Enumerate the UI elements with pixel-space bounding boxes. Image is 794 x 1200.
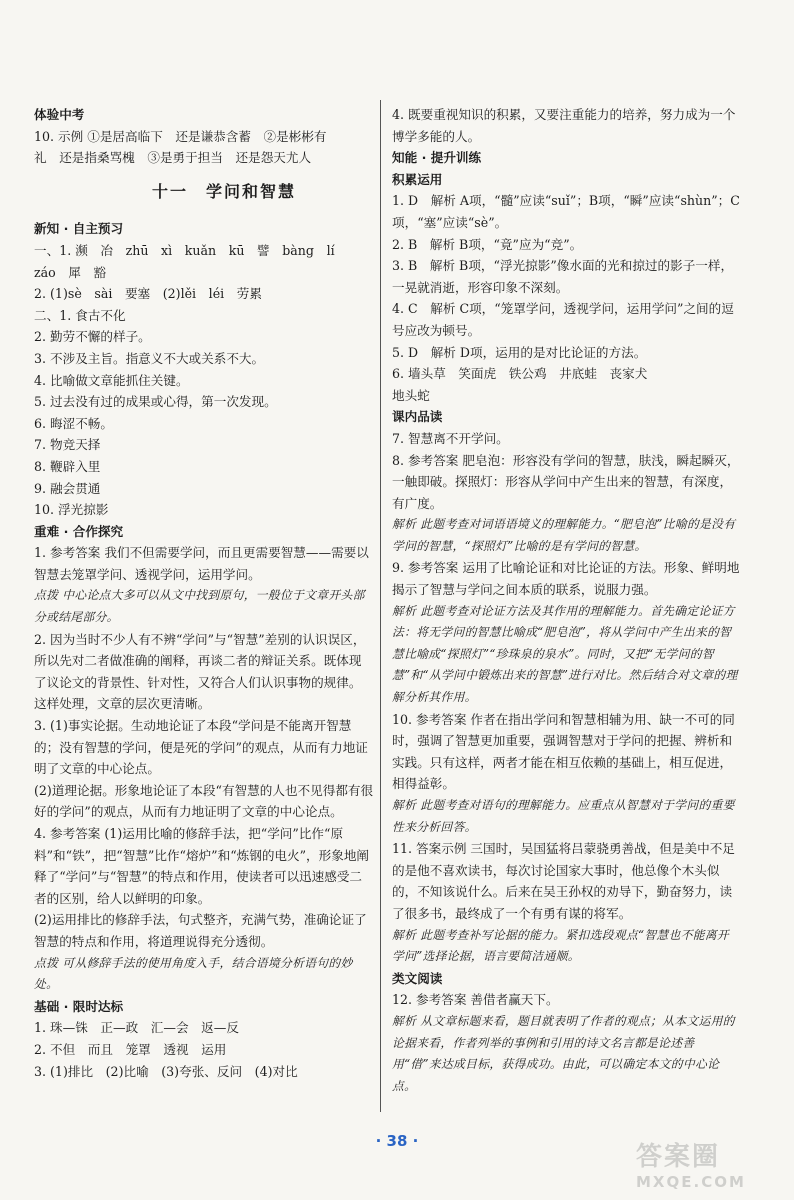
answer-line: 5. 过去没有过的成果或心得，第一次发现。	[34, 394, 277, 410]
answer-line: 地头蛇	[392, 387, 430, 403]
analysis-note: 解析 此题考查对语句的理解能力。应重点从智慧对于学问的重要性来分析回答。	[392, 798, 735, 834]
answer-line: 2. (1)sè sài 要塞 (2)lěi léi 劳累	[34, 286, 262, 302]
section-heading-tiyan: 体验中考	[34, 107, 85, 122]
answer-paragraph: 5. D 解析 D项，运用的是对比论证的方法。	[392, 344, 647, 360]
analysis-note: 解析 从文章标题来看，题目就表明了作者的观点；从本文运用的论据来看，作者列举的事例和引用的诗文名言都是论述善用“借”来达成目标，获得成功。由此，可以确定本文的中心论点。	[392, 1013, 735, 1093]
answer-line: 7. 智慧离不开学问。	[392, 430, 509, 446]
answer-paragraph: 8. 参考答案 肥皂泡：形容没有学问的智慧，肤浅，瞬起瞬灭，一触即破。探照灯：形容从学问中产生出来的智慧，有深度，有广度。	[392, 452, 740, 511]
right-column	[392, 104, 740, 1097]
answer-paragraph: (2)运用排比的修辞手法，句式整齐，充满气势，准确论证了智慧的特点和作用，将道理说得充分透彻。	[34, 912, 367, 949]
answer-paragraph: 3. B 解析 B项，“浮光掠影”像水面的光和掠过的影子一样，一晃就消逝，形容印象不深刻。	[392, 258, 734, 295]
left-column	[34, 104, 374, 1082]
answer-line: 2. 勤劳不懈的样子。	[34, 329, 151, 345]
answer-line: 3. 不涉及主旨。指意义不大或关系不大。	[34, 350, 265, 366]
answer-line: 一、1. 濒 冶 zhū xì kuǎn kū 譬 bàng lí	[34, 242, 335, 258]
section-heading-zhineng: 知能 · 提升训练	[392, 150, 482, 166]
answer-paragraph: 9. 参考答案 运用了比喻论证和对比论证的方法。形象、鲜明地揭示了智慧与学问之间本质的联系，说服力强。	[392, 560, 740, 598]
section-heading-xinzhi: 新知 · 自主预习	[34, 221, 124, 237]
answer-line: 8. 鞭辟入里	[34, 458, 101, 474]
hint-note: 点拨 中心论点大多可以从文中找到原句，一般位于文章开头部分或结尾部分。	[34, 588, 365, 625]
page-number: · 38 ·	[375, 1132, 419, 1150]
answer-paragraph: 2. 因为当时不少人有不辨“学问”与“智慧”差别的认识误区，所以先对二者做准确的阐释，再谈二者的辩证关系。既体现了议论文的背景性、针对性，又符合人们认识事物的规律。这样处理，文章的层次更清晰。	[34, 631, 366, 712]
answer-paragraph: 2. B 解析 B项，“竟”应为“竞”。	[392, 236, 583, 252]
answer-paragraph: (2)道理论据。形象地论证了本段“有智慧的人也不见得都有很好的学问”的观点，从而有力地证明了文章的中心论点。	[34, 782, 374, 820]
subsection-heading-leiwen: 类文阅读	[392, 970, 443, 986]
subsection-heading-jilei: 积累运用	[392, 171, 443, 187]
answer-line: 12. 参考答案 善借者赢天下。	[392, 992, 559, 1008]
watermark-text: 答案圈	[636, 1142, 721, 1172]
answer-paragraph: 4. 参考答案 (1)运用比喻的修辞手法，把“学问”比作“原料”和“铁”，把“智慧”比作“熔炉”和“炼钢的电火”，形象地阐释了“学问”与“智慧”的特点和作用，使读者可以迅速感受二者的区别，给人以鲜明的印象。	[34, 826, 370, 906]
answer-line: 7. 物竞天择	[34, 437, 101, 453]
watermark-logo	[636, 1136, 786, 1198]
answer-line: 礼 还是指桑骂槐 ③是勇于担当 还是怨天尤人	[34, 150, 312, 166]
answer-line: 9. 融会贯通	[34, 480, 101, 496]
answer-paragraph: 4. C 解析 C项，“笼罩学问，透视学问，运用学问”之间的逗号应改为顿号。	[392, 301, 734, 338]
lesson-title: 十一 学问和智慧	[151, 181, 296, 201]
answer-line: 4. 比喻做文章能抓住关键。	[34, 372, 189, 388]
answer-paragraph: 3. (1)事实论据。生动地论证了本段“学问是不能离开智慧的；没有智慧的学问，便是死的学问”的观点，从而有力地证明了文章的中心论点。	[34, 718, 368, 777]
answer-line: záo 犀 豁	[34, 264, 107, 280]
answer-line: 6. 晦涩不畅。	[34, 415, 113, 431]
answer-line: 10. 示例 ①是居高临下 还是谦恭含蓄 ②是彬彬有	[34, 128, 327, 144]
answer-line: 1. 珠—铢 正—政 汇—会 返—反	[34, 1020, 239, 1036]
subsection-heading-kenei: 课内品读	[392, 409, 443, 425]
watermark-url: MXQE.COM	[636, 1173, 746, 1191]
answer-paragraph: 11. 答案示例 三国时，吴国猛将吕蒙骁勇善战，但是美中不足的是他不喜欢读书，每次讨论国家大事时，他总像个木头似的，不知该说什么。后来在吴王孙权的劝导下，勤奋努力，读了很多书，最终成了一个有勇有谋的将军。	[392, 841, 735, 921]
analysis-note: 解析 此题考查对论证方法及其作用的理解能力。首先确定论证方法：将无学问的智慧比喻成“肥皂泡”，将从学问中产生出来的智慧比喻成“探照灯”“珍珠泉的泉水”。同时，又把“无学问的智慧”和“从学问中锻炼出来的智慧”进行对比。然后结合对文章的理解分析其作用。	[392, 603, 738, 705]
section-heading-jichu: 基础 · 限时达标	[34, 998, 124, 1014]
answer-paragraph: 1. D 解析 A项，“髓”应读“suǐ”；B项，“瞬”应读“shùn”；C项，“塞”应读“sè”。	[392, 193, 740, 230]
answer-paragraph: 4. 既要重视知识的积累，又要注重能力的培养，努力成为一个博学多能的人。	[392, 107, 736, 144]
analysis-note: 解析 此题考查补写论据的能力。紧扣选段观点“智慧也不能离开学问”选择论据，语言要简洁通顺。	[392, 927, 729, 964]
answer-line: 3. (1)排比 (2)比喻 (3)夸张、反问 (4)对比	[34, 1063, 298, 1079]
section-heading-zhongnan: 重难 · 合作探究	[34, 523, 124, 539]
answer-paragraph: 10. 参考答案 作者在指出学问和智慧相辅为用、缺一不可的同时，强调了智慧更加重要，强调智慧对于学问的把握、辨析和实践。只有这样，两者才能在相互依赖的基础上，相互促进，相得益彰。	[392, 711, 735, 792]
analysis-note: 解析 此题考查对词语语境义的理解能力。“肥皂泡”比喻的是没有学问的智慧，“探照灯”比喻的是有学问的智慧。	[392, 517, 736, 553]
answer-line: 10. 浮光掠影	[34, 502, 109, 518]
column-divider	[380, 100, 381, 1112]
answer-line: 6. 墙头草 笑面虎 铁公鸡 井底蛙 丧家犬	[392, 366, 648, 382]
answer-paragraph: 1. 参考答案 我们不但需要学问，而且更需要智慧——需要以智慧去笼罩学问、透视学问，运用学问。	[34, 545, 369, 582]
answer-line: 二、1. 食古不化	[34, 307, 126, 323]
answer-line: 2. 不但 而且 笼罩 透视 运用	[34, 1041, 227, 1057]
hint-note: 点拨 可从修辞手法的使用角度入手，结合语境分析语句的妙处。	[34, 955, 353, 992]
